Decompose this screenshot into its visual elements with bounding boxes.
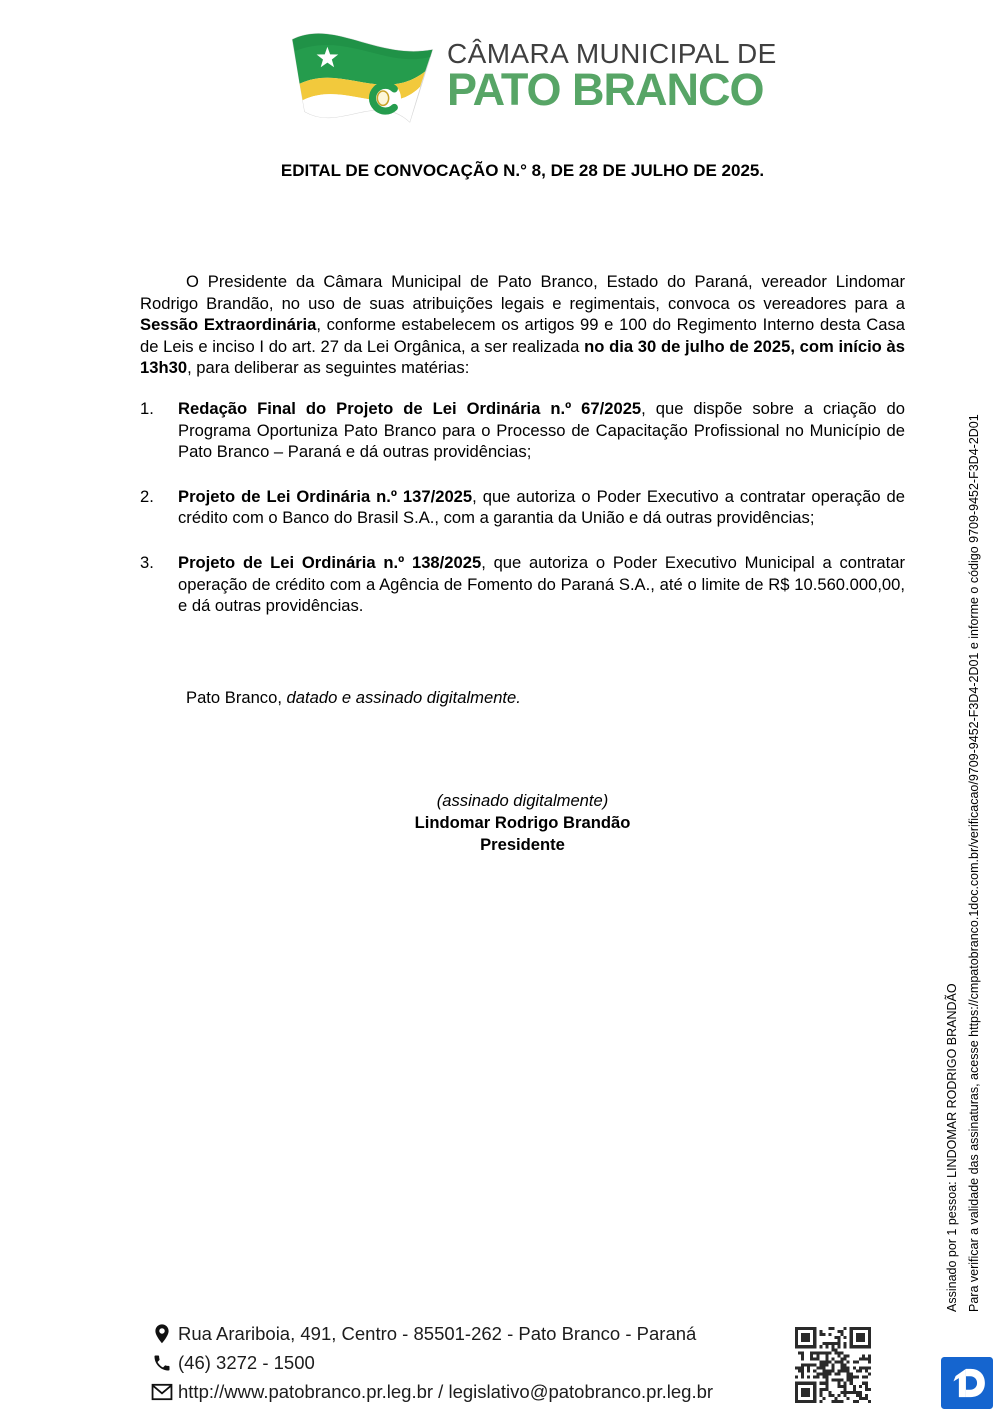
- document-title: EDITAL DE CONVOCAÇÃO N.° 8, DE 28 DE JULHO DE 2025.: [280, 161, 765, 180]
- item-title-bold: Redação Final do Projeto de Lei Ordinária n.º 67/2025: [178, 398, 642, 418]
- onedoc-logo-icon: [941, 1357, 993, 1409]
- phone-icon: [150, 1351, 174, 1375]
- signature-role: Presidente: [480, 835, 565, 854]
- list-item: [140, 552, 905, 617]
- intro-paragraph: [140, 271, 905, 379]
- intro-segment: , conforme estabelecem os artigos 99 e 100 do Regimento Interno desta Casa de Leis e inciso I do art. 27 da Lei Orgânica, a ser realizada: [140, 315, 905, 356]
- signature-name: Lindomar Rodrigo Brandão: [414, 813, 631, 832]
- intro-segment: O Presidente da Câmara Municipal de Pato Branco, Estado do Paraná, vereador Lindomar Rodrigo Brandão, no uso de suas atribuições legais e regimentais, convoca os vereadores para a: [140, 272, 905, 313]
- item-title-bold: Projeto de Lei Ordinária n.º 138/2025: [178, 552, 482, 572]
- intro-bold-session: Sessão Extraordinária: [140, 315, 317, 335]
- sidebar-line-2: Para verificar a validade das assinaturas, acesse https://cmpatobranco.1doc.com.br/verificacao/9709-9452-F3D4-2D01 e informe o código 9709-9452-F3D4-2D01: [967, 414, 981, 1312]
- item-number: 2.: [140, 486, 154, 506]
- envelope-icon: [150, 1380, 174, 1404]
- closing-line: Pato Branco, datado e assinado digitalmente.: [186, 688, 521, 707]
- flag-c-emblem: [369, 82, 401, 114]
- list-item: [140, 486, 905, 529]
- footer-web: http://www.patobranco.pr.leg.br / legislativo@patobranco.pr.leg.br: [178, 1381, 714, 1402]
- footer-address: Rua Arariboia, 491, Centro - 85501-262 - Pato Branco - Paraná: [178, 1323, 697, 1344]
- footer-address-row: [150, 1320, 790, 1348]
- signature-sidebar: [941, 414, 985, 1312]
- municipal-flag-logo: [278, 22, 453, 127]
- item-text: Projeto de Lei Ordinária n.º 138/2025, que autoriza o Poder Executivo Municipal a contratar operação de crédito com a Agência de Fomento do Paraná S.A., até o limite de R$ 10.560.000,00, e dá outras providências.: [178, 552, 905, 616]
- qr-code: [795, 1327, 871, 1403]
- item-number: 3.: [140, 552, 154, 572]
- brand-line-2: PATO BRANCO: [447, 63, 764, 115]
- document-body: [140, 271, 905, 640]
- map-pin-icon: [150, 1322, 174, 1346]
- item-title-bold: Projeto de Lei Ordinária n.º 137/2025: [178, 486, 473, 506]
- brand-line-1: CÂMARA MUNICIPAL DE: [447, 37, 777, 69]
- closing-italic: datado e assinado digitalmente.: [286, 688, 521, 707]
- footer-web-row: [150, 1378, 790, 1406]
- letterhead: [278, 22, 777, 127]
- intro-segment: , para deliberar as seguintes matérias:: [187, 358, 470, 378]
- sidebar-line-1: Assinado por 1 pessoa: LINDOMAR RODRIGO BRANDÃO: [945, 983, 959, 1312]
- brand-wordmark: [447, 37, 777, 115]
- page-footer: [150, 1320, 790, 1407]
- intro-bold-date: no dia 30 de julho de 2025, com início às 13h30: [140, 336, 905, 378]
- item-number: 1.: [140, 398, 154, 418]
- signature-note: (assinado digitalmente): [436, 791, 609, 810]
- footer-phone: (46) 3272 - 1500: [178, 1352, 315, 1373]
- item-text: Redação Final do Projeto de Lei Ordinária n.º 67/2025, que dispõe sobre a criação do Programa Oportuniza Pato Branco para o Processo de Capacitação Profissional no Município de Pato Branco – Paraná e dá outras providências;: [178, 398, 905, 462]
- agenda-list: [140, 398, 905, 617]
- list-item: [140, 398, 905, 463]
- footer-phone-row: [150, 1349, 790, 1377]
- item-text: Projeto de Lei Ordinária n.º 137/2025, que autoriza o Poder Executivo a contratar operação de crédito com o Banco do Brasil S.A., com a garantia da União e dá outras providências;: [178, 486, 905, 528]
- signature-block: [140, 790, 905, 856]
